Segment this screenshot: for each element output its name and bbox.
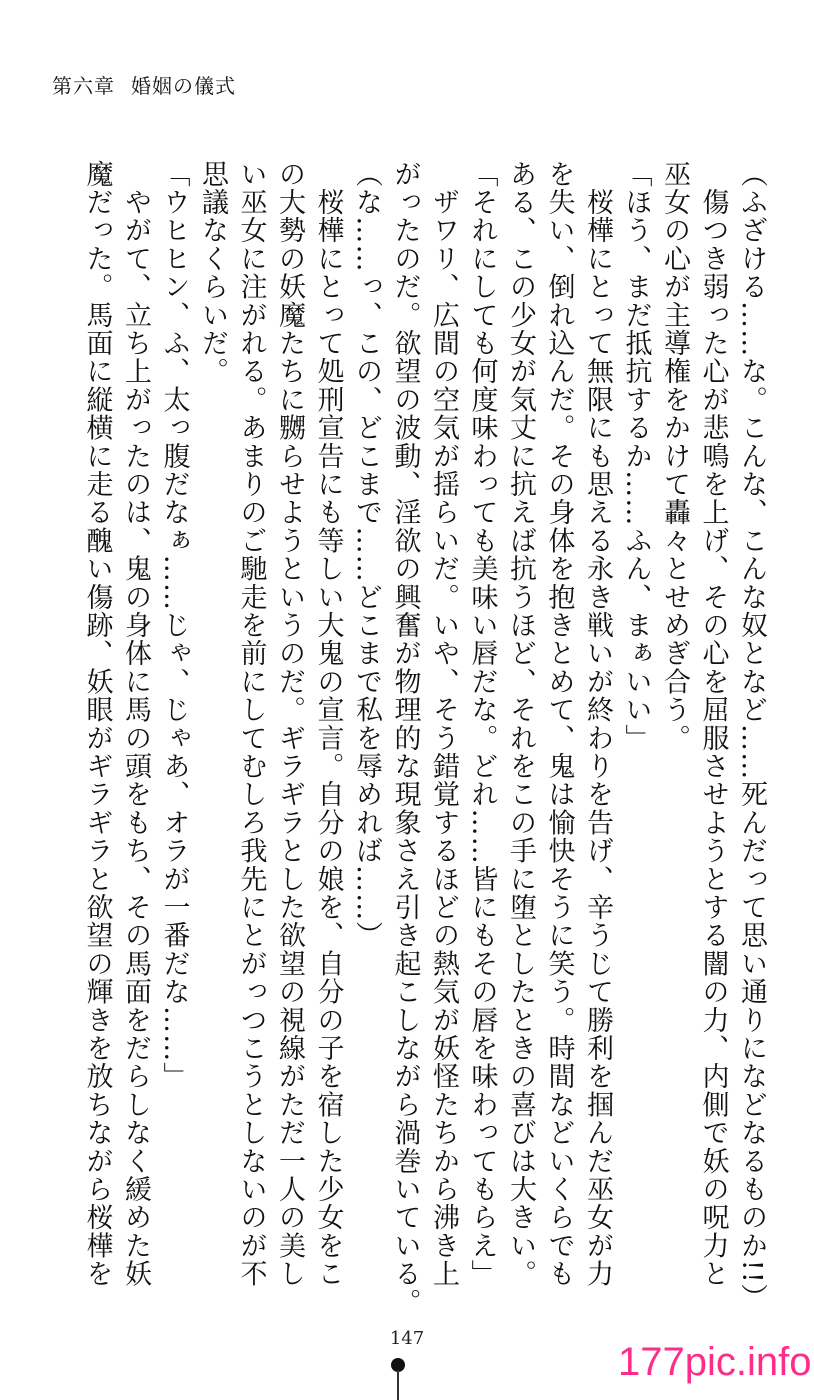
text-line: 「ほう、まだ抵抗するか……ふん、まぁいい」 <box>620 160 652 753</box>
vertical-body-text <box>30 160 770 1317</box>
chapter-title: 婚姻の儀式 <box>131 74 236 98</box>
running-header <box>52 70 236 99</box>
text-line: ある、この少女が気丈に抗えば抗うほど、それをこの手に堕としたときの喜びは大きい。 <box>505 160 536 1288</box>
text-line: 思議なくらいだ。 <box>197 160 228 386</box>
text-line: い巫女に注がれる。あまりのご馳走を前にしてむしろ我先にとがっつこうとしないのが不 <box>235 160 267 1288</box>
text-line: 魔だった。馬面に縦横に走る醜い傷跡、妖眼がギラギラと欲望の輝きを放ちながら桜樺を <box>81 160 113 1288</box>
text-line: 巫女の心が主導権をかけて轟々とせめぎ合う。 <box>659 160 690 753</box>
text-line: 桜樺にとって処刑宣告にも等しい大鬼の宣言。自分の娘を、自分の子を宿した少女をこ <box>312 160 344 1289</box>
text-line: やがて、立ち上がったのは、鬼の身体に馬の頭をもち、その馬面をだらしなく緩めた妖 <box>120 160 151 1288</box>
bookmark-line <box>397 1370 399 1400</box>
text-line: ザワリ、広間の空気が揺らいだ。いや、そう錯覚するほどの熱気が妖怪たちから沸き上 <box>428 160 459 1288</box>
text-line: 桜樺にとって無限にも思える永き戦いが終わりを告げ、辛うじて勝利を掴んだ巫女が力 <box>582 160 613 1288</box>
text-line: がったのだ。欲望の波動、淫欲の興奮が物理的な現象さえ引き起こしながら渦巻いている。 <box>389 160 421 1317</box>
text-line: （な……っ、この、どこまで……どこまで私を辱めれば……） <box>351 160 382 950</box>
text-line: の大勢の妖魔たちに嬲らせようというのだ。ギラギラとした欲望の視線がただ一人の美し <box>274 160 305 1288</box>
chapter-number: 第六章 <box>52 74 115 98</box>
text-line: 「ウヒヒン、ふ、太っ腹だなぁ……じゃ、じゃあ、オラが一番だな……」 <box>158 160 190 1091</box>
text-line: （ふざける……な。こんな、こんな奴となど……死んだって思い通りになどなるものか!!） <box>736 160 767 1313</box>
text-line: を失い、倒れ込んだ。その身体を抱きとめて、鬼は愉快そうに笑う。時間などいくらでも <box>543 160 575 1288</box>
text-line: 「それにしても何度味わっても美味い唇だな。どれ……皆にもその唇を味わってもらえ」 <box>466 160 498 1288</box>
watermark: 177pic.info <box>618 1340 812 1384</box>
page-number: 147 <box>389 1328 425 1349</box>
text-line: 傷つき弱った心が悲鳴を上げ、その心を屈服させようとする闇の力、内側で妖の呪力と <box>697 160 729 1288</box>
